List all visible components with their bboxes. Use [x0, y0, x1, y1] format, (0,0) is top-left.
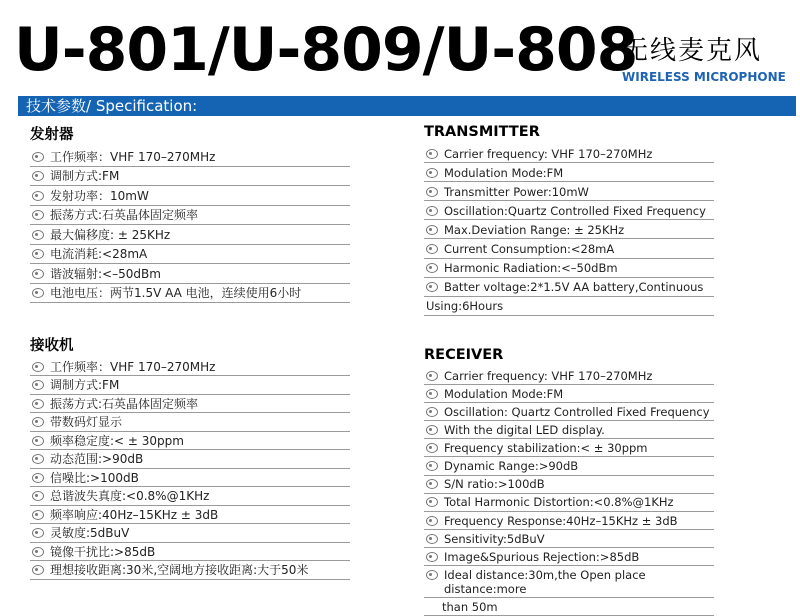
- spec-text: Total Harmonic Distortion:<0.8%@1KHz: [444, 495, 674, 510]
- circle-bullet-icon: [426, 479, 438, 489]
- spec-row: [424, 278, 714, 297]
- spec-text: Modulation Mode:FM: [444, 386, 564, 401]
- circle-bullet-icon: [32, 152, 44, 162]
- spec-text: Current Consumption:<28mA: [444, 242, 615, 257]
- spec-text: Oscillation: Quartz Controlled Fixed Frequency: [444, 404, 710, 419]
- spec-text: 最大偏移度: ± 25KHz: [50, 227, 171, 242]
- circle-bullet-icon: [426, 407, 438, 417]
- circle-bullet-icon: [32, 510, 44, 520]
- spec-row: [424, 457, 714, 475]
- circle-bullet-icon: [426, 263, 438, 273]
- circle-bullet-icon: [426, 443, 438, 453]
- receiver-cn-section: [30, 337, 350, 580]
- transmitter-en-section: [424, 123, 714, 316]
- spec-text: Max.Deviation Range: ± 25KHz: [444, 222, 625, 237]
- spec-text: Carrier frequency: VHF 170–270MHz: [444, 146, 653, 161]
- circle-bullet-icon: [426, 497, 438, 507]
- spec-row: [424, 182, 714, 201]
- transmitter-cn-section: [30, 126, 350, 303]
- spec-row: [30, 264, 350, 284]
- circle-bullet-icon: [32, 362, 44, 372]
- circle-bullet-icon: [32, 191, 44, 201]
- spec-row: [30, 506, 350, 524]
- spec-text: S/N ratio:>100dB: [444, 477, 545, 492]
- spec-text: 频率稳定度:< ± 30ppm: [50, 433, 184, 448]
- circle-bullet-icon: [32, 454, 44, 464]
- circle-bullet-icon: [32, 528, 44, 538]
- spec-text: Harmonic Radiation:<–50dBm: [444, 261, 618, 276]
- spec-row: [30, 206, 350, 226]
- spec-row: [30, 432, 350, 450]
- spec-row: [30, 469, 350, 487]
- spec-continuation: than 50m: [424, 598, 714, 616]
- circle-bullet-icon: [32, 269, 44, 279]
- section-title: TRANSMITTER: [424, 124, 540, 140]
- spec-row: [424, 385, 714, 403]
- spec-text: 总谐波失真度:<0.8%@1KHz: [50, 489, 210, 504]
- spec-row: [30, 561, 350, 579]
- model-title: U-801/U-809/U-808: [14, 15, 638, 85]
- spec-row: [30, 358, 350, 376]
- spec-row: [30, 167, 350, 187]
- spec-row: [30, 395, 350, 413]
- spec-row: [424, 512, 714, 530]
- spec-row: [424, 201, 714, 220]
- spec-text: Oscillation:Quartz Controlled Fixed Frequency: [444, 203, 706, 218]
- circle-bullet-icon: [426, 461, 438, 471]
- spec-text: 理想接收距离:30米,空阔地方接收距离:大于50米: [50, 563, 309, 578]
- spec-continuation: Using:6Hours: [424, 297, 714, 316]
- spec-text: 动态范围:>90dB: [50, 452, 144, 467]
- spec-row: [424, 163, 714, 182]
- spec-text: 调制方式:FM: [50, 378, 120, 393]
- spec-text: 电池电压：两节1.5V AA 电池，连续使用6小时: [50, 286, 302, 300]
- circle-bullet-icon: [426, 389, 438, 399]
- circle-bullet-icon: [32, 547, 44, 557]
- circle-bullet-icon: [426, 206, 438, 216]
- spec-row: [424, 220, 714, 239]
- spec-text: 振荡方式:石英晶体固定频率: [50, 208, 199, 222]
- circle-bullet-icon: [426, 534, 438, 544]
- product-name-en: WIRELESS MICROPHONE: [622, 70, 786, 84]
- spec-text: Sensitivity:5dBuV: [444, 531, 545, 546]
- spec-row: [424, 144, 714, 163]
- spec-row: [30, 487, 350, 505]
- circle-bullet-icon: [426, 371, 438, 381]
- circle-bullet-icon: [426, 244, 438, 254]
- section-title: 接收机: [30, 338, 74, 354]
- circle-bullet-icon: [32, 230, 44, 240]
- spec-row: [30, 284, 350, 304]
- circle-bullet-icon: [32, 491, 44, 501]
- circle-bullet-icon: [426, 516, 438, 526]
- spec-row: [424, 548, 714, 566]
- spec-row: [424, 476, 714, 494]
- spec-row: [424, 259, 714, 278]
- circle-bullet-icon: [32, 380, 44, 390]
- spec-list: [424, 367, 714, 598]
- spec-row: [30, 450, 350, 468]
- spec-text: 电流消耗:<28mA: [50, 247, 148, 261]
- spec-row: [30, 186, 350, 206]
- circle-bullet-icon: [32, 249, 44, 259]
- circle-bullet-icon: [426, 282, 438, 292]
- spec-text: Ideal distance:30m,the Open place distance:more: [444, 567, 646, 596]
- spec-row: [424, 421, 714, 439]
- spec-row: [424, 494, 714, 512]
- spec-text: 谐波辐射:<–50dBm: [50, 266, 161, 281]
- spec-text: Dynamic Range:>90dB: [444, 459, 579, 474]
- spec-text: Frequency Response:40Hz–15KHz ± 3dB: [444, 513, 678, 528]
- spec-row: [30, 524, 350, 542]
- circle-bullet-icon: [32, 171, 44, 181]
- product-name-cn: 无线麦克风: [622, 36, 763, 66]
- circle-bullet-icon: [426, 570, 438, 580]
- spec-row: [424, 403, 714, 421]
- circle-bullet-icon: [426, 168, 438, 178]
- spec-list: [30, 147, 350, 303]
- circle-bullet-icon: [32, 210, 44, 220]
- spec-row: [424, 367, 714, 385]
- circle-bullet-icon: [32, 473, 44, 483]
- spec-text: Frequency stabilization:< ± 30ppm: [444, 441, 648, 456]
- spec-row: [30, 225, 350, 245]
- spec-row: [424, 439, 714, 457]
- spec-row: [30, 543, 350, 561]
- spec-text: Batter voltage:2*1.5V AA battery,Continuous: [444, 280, 704, 295]
- receiver-en-section: [424, 346, 714, 616]
- circle-bullet-icon: [426, 149, 438, 159]
- spec-text: Image&Spurious Rejection:>85dB: [444, 549, 640, 564]
- spec-text: Modulation Mode:FM: [444, 165, 564, 180]
- spec-text: 信噪比:>100dB: [50, 470, 139, 485]
- spec-row: [424, 239, 714, 258]
- circle-bullet-icon: [426, 187, 438, 197]
- circle-bullet-icon: [32, 288, 44, 298]
- circle-bullet-icon: [32, 565, 44, 575]
- spec-row: [30, 245, 350, 265]
- spec-row: [30, 147, 350, 167]
- spec-text: 频率响应:40Hz–15KHz ± 3dB: [50, 507, 219, 522]
- spec-list: [30, 358, 350, 580]
- circle-bullet-icon: [426, 225, 438, 235]
- spec-text: 带数码灯显示: [50, 415, 123, 430]
- spec-text: Transmitter Power:10mW: [444, 184, 589, 199]
- circle-bullet-icon: [32, 436, 44, 446]
- circle-bullet-icon: [426, 425, 438, 435]
- spec-row: [424, 530, 714, 548]
- spec-text: 镜像干扰比:>85dB: [50, 544, 156, 559]
- spec-row: [30, 413, 350, 431]
- spec-row: [424, 566, 714, 598]
- spec-list: [424, 144, 714, 297]
- spec-text: 工作频率：VHF 170–270MHz: [50, 359, 216, 374]
- spec-text: With the digital LED display.: [444, 423, 605, 438]
- spec-row: [30, 376, 350, 394]
- spec-text: 调制方式:FM: [50, 169, 120, 183]
- spec-text: Carrier frequency: VHF 170–270MHz: [444, 368, 653, 383]
- spec-text: 发射功率：10mW: [50, 188, 149, 203]
- spec-text: 振荡方式:石英晶体固定频率: [50, 396, 199, 411]
- spec-text: 工作频率：VHF 170–270MHz: [50, 149, 216, 164]
- circle-bullet-icon: [32, 417, 44, 427]
- section-title: RECEIVER: [424, 347, 504, 363]
- spec-banner: 技术参数/ Specification:: [18, 96, 796, 116]
- circle-bullet-icon: [32, 399, 44, 409]
- header: [0, 0, 800, 96]
- section-title: 发射器: [30, 127, 74, 143]
- circle-bullet-icon: [426, 552, 438, 562]
- spec-text: 灵敏度:5dBuV: [50, 526, 130, 541]
